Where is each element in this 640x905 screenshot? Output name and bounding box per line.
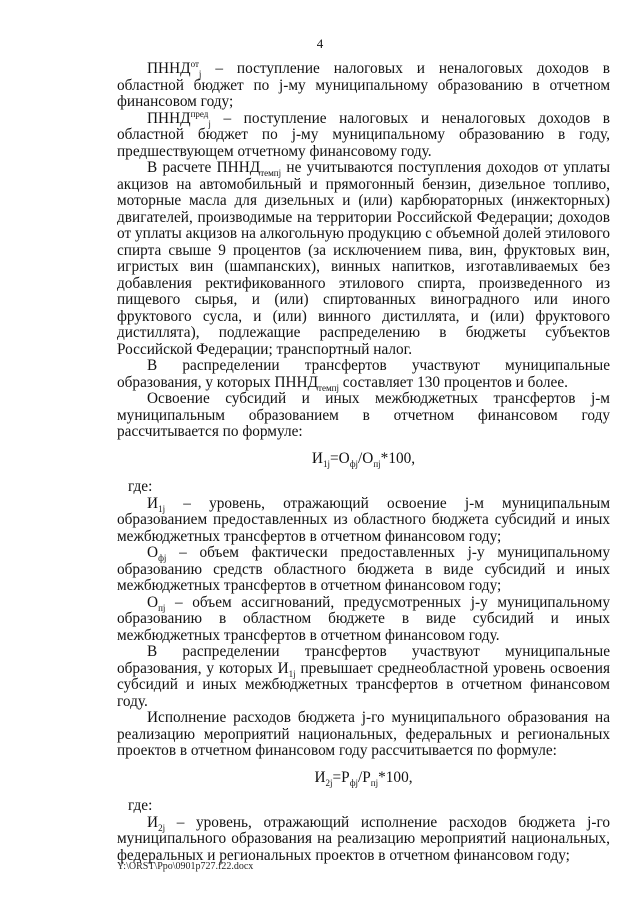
paragraph-ispolnenie: Исполнение расходов бюджета j-го муниципального образования на реализацию мероприятий национальных, федеральных и региональных проектов в отчетном финансовом году рассчитывается по формуле: <box>117 709 610 759</box>
where-label: где: <box>128 478 153 495</box>
definition-ofj: $О_{фj}$ – объем фактически предоставленных j-у муниципальному образованию средств областного бюджета в виде субсидий и иных межбюджетных трансфертов в отчетном финансовом году; <box>117 544 610 594</box>
footer-file-path: Y:\ORST\Ppo\0901p727.f22.docx <box>117 861 254 872</box>
definition-i1: $И_{1j}$ – уровень, отражающий освоение j-м муниципальным образованием предоставленных из областного бюджета субсидий и иных межбюджетных трансфертов в отчетном финансовом году; <box>117 494 610 545</box>
where-label-2: где: <box>128 797 153 814</box>
formula-i1: $И_{1j}=О_{фj}/О_{пj}*100$, <box>311 449 416 469</box>
definition-pnnd-ot: $ПННД^{от}_j$ – поступление налоговых и неналоговых доходов в областной бюджет по j-му муниципальному образованию в отчетном финансовом году; <box>117 58 610 110</box>
paragraph-distribution-1: В распределении трансфертов участвуют муниципальные образования, у которых $ПННД_{темпj}$ составляет 130 процентов и более. <box>117 357 610 393</box>
paragraph-distribution-2: В распределении трансфертов участвуют муниципальные образования, у которых $И_{1j}$ превышает среднеобластной уровень освоения субсидий и иных межбюджетных трансфертов в отчетном финансовом году. <box>117 643 611 710</box>
definition-pnnd-pred: $ПННД^{пред}_j$ – поступление налоговых и неналоговых доходов в областной бюджет по j-му муниципальному образованию в году, предшествующем отчетному финансовому году. <box>117 108 610 160</box>
definition-i2: $И_{2j}$ – уровень, отражающий исполнение расходов бюджета j-го муниципального образования на реализацию мероприятий национальных, федеральных и региональных проектов в отчетном финансовом году; <box>117 813 610 864</box>
document-body <box>117 58 611 864</box>
paragraph-osvoenie: Освоение субсидий и иных межбюджетных трансфертов j-м муниципальным образованием в отчетном финансовом году рассчитывается по формуле: <box>117 390 610 440</box>
page-number: 4 <box>316 36 324 51</box>
paragraph-exclusions: В расчете $ПННД_{темпj}$ не учитываются поступления доходов от уплаты акцизов на автомобильный и прямогонный бензин, дизельное топливо, моторные масла для дизельных и (или) карбюраторных (инжекторных) двигателей, производимые на территории Российской Федерации; доходов от уплаты акцизов на алкогольную продукцию с объемной долей этилового спирта свыше 9 процентов (за исключением пива, вин, фруктовых вин, игристых вин (шампанских), винных напитков, изготавливаемых без добавления ректификованного этилового спирта, произведенного из пищевого сырья, и (или) спиртованных виноградного или иного фруктового сусла, и (или) винного дистиллята, и (или) фруктового дистиллята), подлежащие распределению в бюджеты субъектов Российской Федерации; транспортный налог. <box>117 159 610 358</box>
definition-onj: $О_{пj}$ – объем ассигнований, предусмотренных j-у муниципальному образованию в областном бюджете в виде субсидий и иных межбюджетных трансфертов в отчетном финансовом году. <box>117 593 610 644</box>
formula-i2: $И_{2j}=Р_{фj}/Р_{пj}*100$, <box>314 768 413 788</box>
